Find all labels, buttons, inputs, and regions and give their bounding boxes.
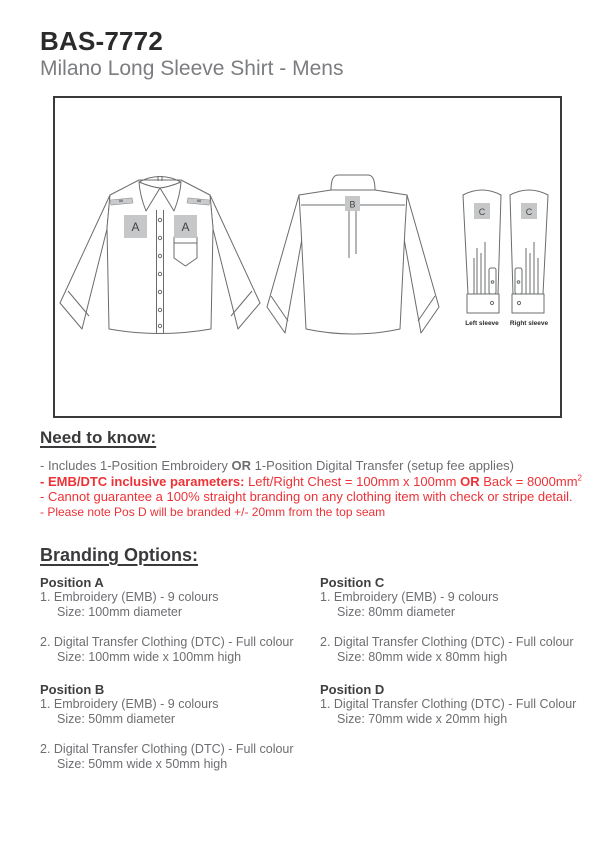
position-a-marker-right <box>174 215 197 238</box>
position-b-item1-size: Size: 50mm diameter <box>57 711 176 726</box>
shirt-back-view <box>267 175 439 334</box>
position-a-letter-left: A <box>131 220 140 234</box>
ntk-line2-tail: Back = 8000mm <box>479 473 578 489</box>
shirt-front-view <box>60 176 260 334</box>
right-sleeve-label: Right sleeve <box>509 320 549 327</box>
branding-column-right <box>320 575 585 771</box>
position-c-block <box>320 575 585 664</box>
position-c-marker-right <box>521 203 537 219</box>
product-name-subtitle: Milano Long Sleeve Shirt - Mens <box>40 57 344 80</box>
position-a-block <box>40 575 320 664</box>
position-a-marker-left <box>124 215 147 238</box>
branding-options-section <box>40 545 585 771</box>
position-d-title: Position D <box>320 682 385 697</box>
position-b-block <box>40 682 320 771</box>
position-b-marker <box>345 196 360 211</box>
ntk-line-embroidery-or-transfer <box>40 458 580 474</box>
position-b-item1-line1: 1. Embroidery (EMB) - 9 colours <box>40 697 219 711</box>
ntk-line2-or: OR <box>460 473 480 489</box>
position-d-item1-size: Size: 70mm wide x 20mm high <box>337 711 508 726</box>
position-b-item2-line1: 2. Digital Transfer Clothing (DTC) - Full colour <box>40 742 294 756</box>
position-c-item-2 <box>320 635 585 664</box>
position-a-letter-right: A <box>181 220 190 234</box>
left-sleeve-view <box>463 190 501 327</box>
position-a-item-1 <box>40 590 320 619</box>
need-to-know-section <box>40 428 580 520</box>
position-c-item2-line1: 2. Digital Transfer Clothing (DTC) - Full colour <box>320 635 574 649</box>
ntk-line-pos-d-note: - Please note Pos D will be branded +/- 20mm from the top seam <box>40 504 386 519</box>
position-a-item1-size: Size: 100mm diameter <box>57 604 183 619</box>
position-c-letter-left: C <box>478 207 486 217</box>
ntk-line-straight-branding: - Cannot guarantee a 100% straight branding on any clothing item with check or stripe detail. <box>40 489 573 505</box>
product-code-title: BAS-7772 <box>40 26 163 56</box>
position-c-title: Position C <box>320 575 385 590</box>
position-c-item2-size: Size: 80mm wide x 80mm high <box>337 649 508 664</box>
ntk-line2-superscript: 2 <box>577 473 582 483</box>
branding-column-left <box>40 575 320 771</box>
position-c-item1-size: Size: 80mm diameter <box>337 604 456 619</box>
position-a-item-2 <box>40 635 320 664</box>
position-c-letter-right: C <box>525 207 533 217</box>
right-sleeve-cuff <box>512 294 544 313</box>
position-b-item-1 <box>40 697 320 726</box>
position-d-item1-line1: 1. Digital Transfer Clothing (DTC) - Full Colour <box>320 697 577 711</box>
position-d-block <box>320 682 585 726</box>
ntk-line1-or: OR <box>231 458 251 473</box>
position-c-item1-line1: 1. Embroidery (EMB) - 9 colours <box>320 590 499 604</box>
position-a-item2-size: Size: 100mm wide x 100mm high <box>57 649 242 664</box>
position-b-item2-size: Size: 50mm wide x 50mm high <box>57 756 228 771</box>
ntk-line1-tail: 1-Position Digital Transfer (setup fee applies) <box>250 458 514 473</box>
position-a-title: Position A <box>40 575 104 590</box>
left-sleeve-label: Left sleeve <box>465 320 499 327</box>
left-sleeve-cuff <box>467 294 499 313</box>
position-a-item1-line1: 1. Embroidery (EMB) - 9 colours <box>40 590 219 604</box>
position-c-marker-left <box>474 203 490 219</box>
position-c-item-1 <box>320 590 585 619</box>
position-b-letter: B <box>349 199 356 210</box>
need-to-know-heading: Need to know: <box>40 428 157 447</box>
ntk-line2-lead: - EMB/DTC inclusive parameters: <box>40 473 245 489</box>
right-sleeve-view <box>510 190 549 327</box>
position-b-title: Position B <box>40 682 105 697</box>
position-d-item-1 <box>320 697 585 726</box>
shirt-diagram-svg <box>55 98 560 416</box>
product-diagram-box <box>53 96 562 418</box>
ntk-line2-mid: Left/Right Chest = 100mm x 100mm <box>244 473 461 489</box>
position-b-item-2 <box>40 742 320 771</box>
ntk-line1-text: - Includes 1-Position Embroidery <box>40 458 232 473</box>
ntk-line-inclusive-parameters <box>40 474 580 490</box>
branding-options-heading: Branding Options: <box>40 545 198 565</box>
position-a-item2-line1: 2. Digital Transfer Clothing (DTC) - Full colour <box>40 635 294 649</box>
